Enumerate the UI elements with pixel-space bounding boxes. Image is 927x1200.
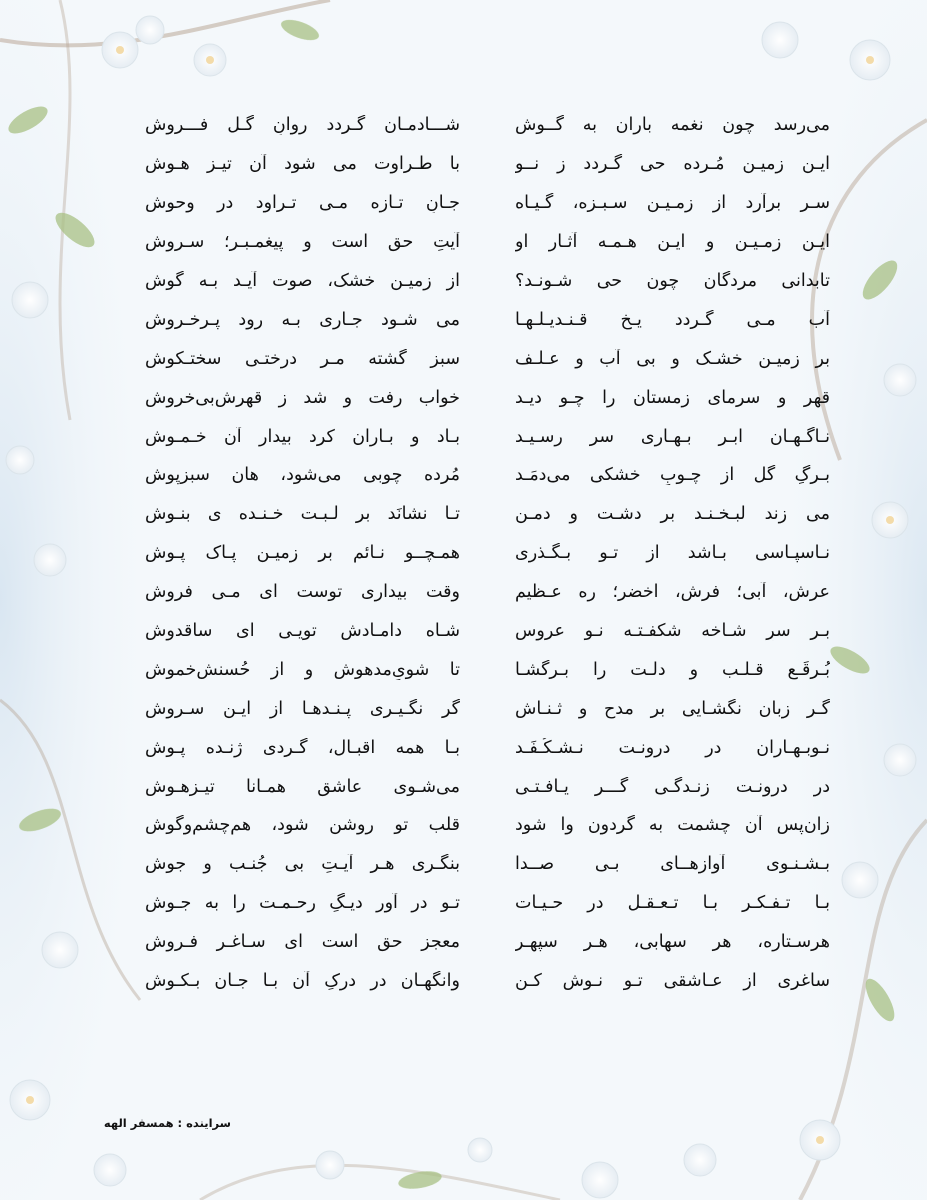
hemistich-right: می زند لبـخـنـد بر دشـت و دمـن	[515, 504, 830, 525]
couplet	[130, 378, 830, 417]
hemistich-right: سـر برآرد از زمـیـن سـبـزه، گـیـاه	[515, 193, 830, 214]
hemistich-left: خواب رفت و شد ز قهرش‌بی‌خروش	[145, 387, 460, 408]
hemistich-left: وقت بیداری توست ای مـی فروش	[145, 582, 460, 603]
hemistich-right: بر زمیـنِ خشـک و بی آب و عـلـف	[515, 348, 830, 369]
couplet	[130, 845, 830, 884]
hemistich-left: تـا نشانَد بر لـبـت خـنـده ی بنـوش	[145, 504, 460, 525]
hemistich-right: هرسـتاره، هر سهابی، هـر سپهـر	[515, 932, 830, 953]
couplet	[130, 573, 830, 612]
hemistich-right: بـر سرِ شـاخه شکفـتـه نـو عروس	[515, 621, 830, 642]
hemistich-right: ایـن زمـیـن و ایـن هـمـه آثـار او	[515, 232, 830, 253]
hemistich-left: همـچــو نـائم بر زمیـنِ پـاک پـوش	[145, 543, 460, 564]
hemistich-left: بـاد و بـاران کرد بیدار آن خـمـوش	[145, 426, 460, 447]
couplet	[130, 262, 830, 301]
hemistich-left: مُرده چوبی می‌شود، هان سبزپوش	[145, 465, 460, 486]
hemistich-right: نـاسپـاسی بـاشد از تـو بـگـذری	[515, 543, 830, 564]
poet-signature: سراینده : همسفر الهه	[103, 1116, 231, 1130]
couplet	[130, 884, 830, 923]
hemistich-right: می‌رسد چون نغمه باران به گــوش	[515, 115, 830, 136]
hemistich-right: ایـن زمیـن مُـرده حی گـردد ز نــو	[515, 154, 830, 175]
couplet	[130, 767, 830, 806]
hemistich-right: ساغری از عـاشقی تـو نـوش کـن	[515, 971, 830, 992]
couplet	[130, 417, 830, 456]
couplet	[130, 728, 830, 767]
hemistich-left: قلب تو روشن شود، هم‌چشم‌وگوش	[145, 815, 460, 836]
hemistich-left: شـــادمـان گـردد روانِ گُـل فـــروش	[145, 115, 460, 136]
hemistich-left: معجزِ حق است ای سـاغـر فـروش	[145, 932, 460, 953]
hemistich-right: تابدانی مردگان چون حی شـونـد؟	[515, 271, 830, 291]
hemistich-right: گـر زبان نگشـایی بر مدح و ثـنـاش	[515, 698, 830, 719]
hemistich-right: آب مـی گـردد یـخِ قـنـدیـلـهـا	[515, 309, 830, 330]
hemistich-right: عرش، آبی؛ فرش، اخضر؛ ره عـظیم	[515, 582, 830, 603]
hemistich-right: در درونـت زنـدگـی گـــر یـافـتـی	[515, 776, 830, 797]
hemistich-right: بـرگِ گل از چـوبِ خشکی می‌دمَـد	[515, 465, 830, 486]
couplet	[130, 145, 830, 184]
hemistich-left: شـاه دامـادش تویـی ای ساقدوش	[145, 621, 460, 642]
hemistich-right: نـوبـهـاران در درونـت نـشـکُـفَـد	[515, 737, 830, 758]
hemistich-left: جـانِ تـازه مـی تـراود در وحوش	[145, 193, 460, 214]
hemistich-left: وانگهـان در درکِ آن بـا جـان بـکـوش	[145, 971, 460, 992]
couplet	[130, 223, 830, 262]
hemistich-right: بُـرقَـعِ قـلـب و دلـت را بـرگشـا	[515, 659, 830, 680]
couplet	[130, 923, 830, 962]
couplet	[130, 962, 830, 1001]
hemistich-left: از زمیـنِ خشک، صوت آیـد بـه گوش	[145, 271, 460, 291]
hemistich-left: گر نگـیـری پـنـدهـا از ایـن سـروش	[145, 698, 460, 719]
couplet	[130, 689, 830, 728]
couplet	[130, 612, 830, 651]
hemistich-left: تا شویِ‌مدهوش و از حُسنش‌خموش	[145, 659, 460, 680]
couplet	[130, 339, 830, 378]
couplet	[130, 806, 830, 845]
hemistich-right: زان‌پس آن چشمت به گردون وا شود	[515, 815, 830, 836]
hemistich-right: بـشـنـوی آوازهــای بـی صــدا	[515, 854, 830, 875]
hemistich-left: تـو در آور دیـگِ رحـمـت را به جـوش	[145, 893, 460, 914]
hemistich-left: بنگـری هـر آیـتِ بی جُنـب و جوش	[145, 854, 460, 875]
couplet	[130, 300, 830, 339]
couplet	[130, 534, 830, 573]
couplet	[130, 106, 830, 145]
hemistich-right: بـا تـفـکـر بـا تـعـقـل در حـیـات	[515, 893, 830, 914]
hemistich-left: با طـراوت می شود آن تیـز هـوش	[145, 154, 460, 175]
couplet	[130, 456, 830, 495]
hemistich-left: می شـود جـاری بـه رود پـرخـروش	[145, 309, 460, 330]
hemistich-left: آیتِ حق است و پیغمـبـر؛ سـروش	[145, 232, 460, 253]
hemistich-left: سبز گشته مـر درختـی سختـکوش	[145, 348, 460, 369]
hemistich-right: نـاگـهـان ابـر بـهـاری سر رسـیـد	[515, 426, 830, 447]
couplet	[130, 650, 830, 689]
hemistich-left: بـا همه اقبـال، گـردی ژنـده پـوش	[145, 737, 460, 758]
couplet	[130, 495, 830, 534]
poem-body	[130, 106, 830, 1066]
couplet	[130, 184, 830, 223]
hemistich-right: قهر و سرمای زمستان را چـو دیـد	[515, 387, 830, 408]
hemistich-left: می‌شـوی عاشق همـانا تیـزهـوش	[145, 776, 460, 797]
